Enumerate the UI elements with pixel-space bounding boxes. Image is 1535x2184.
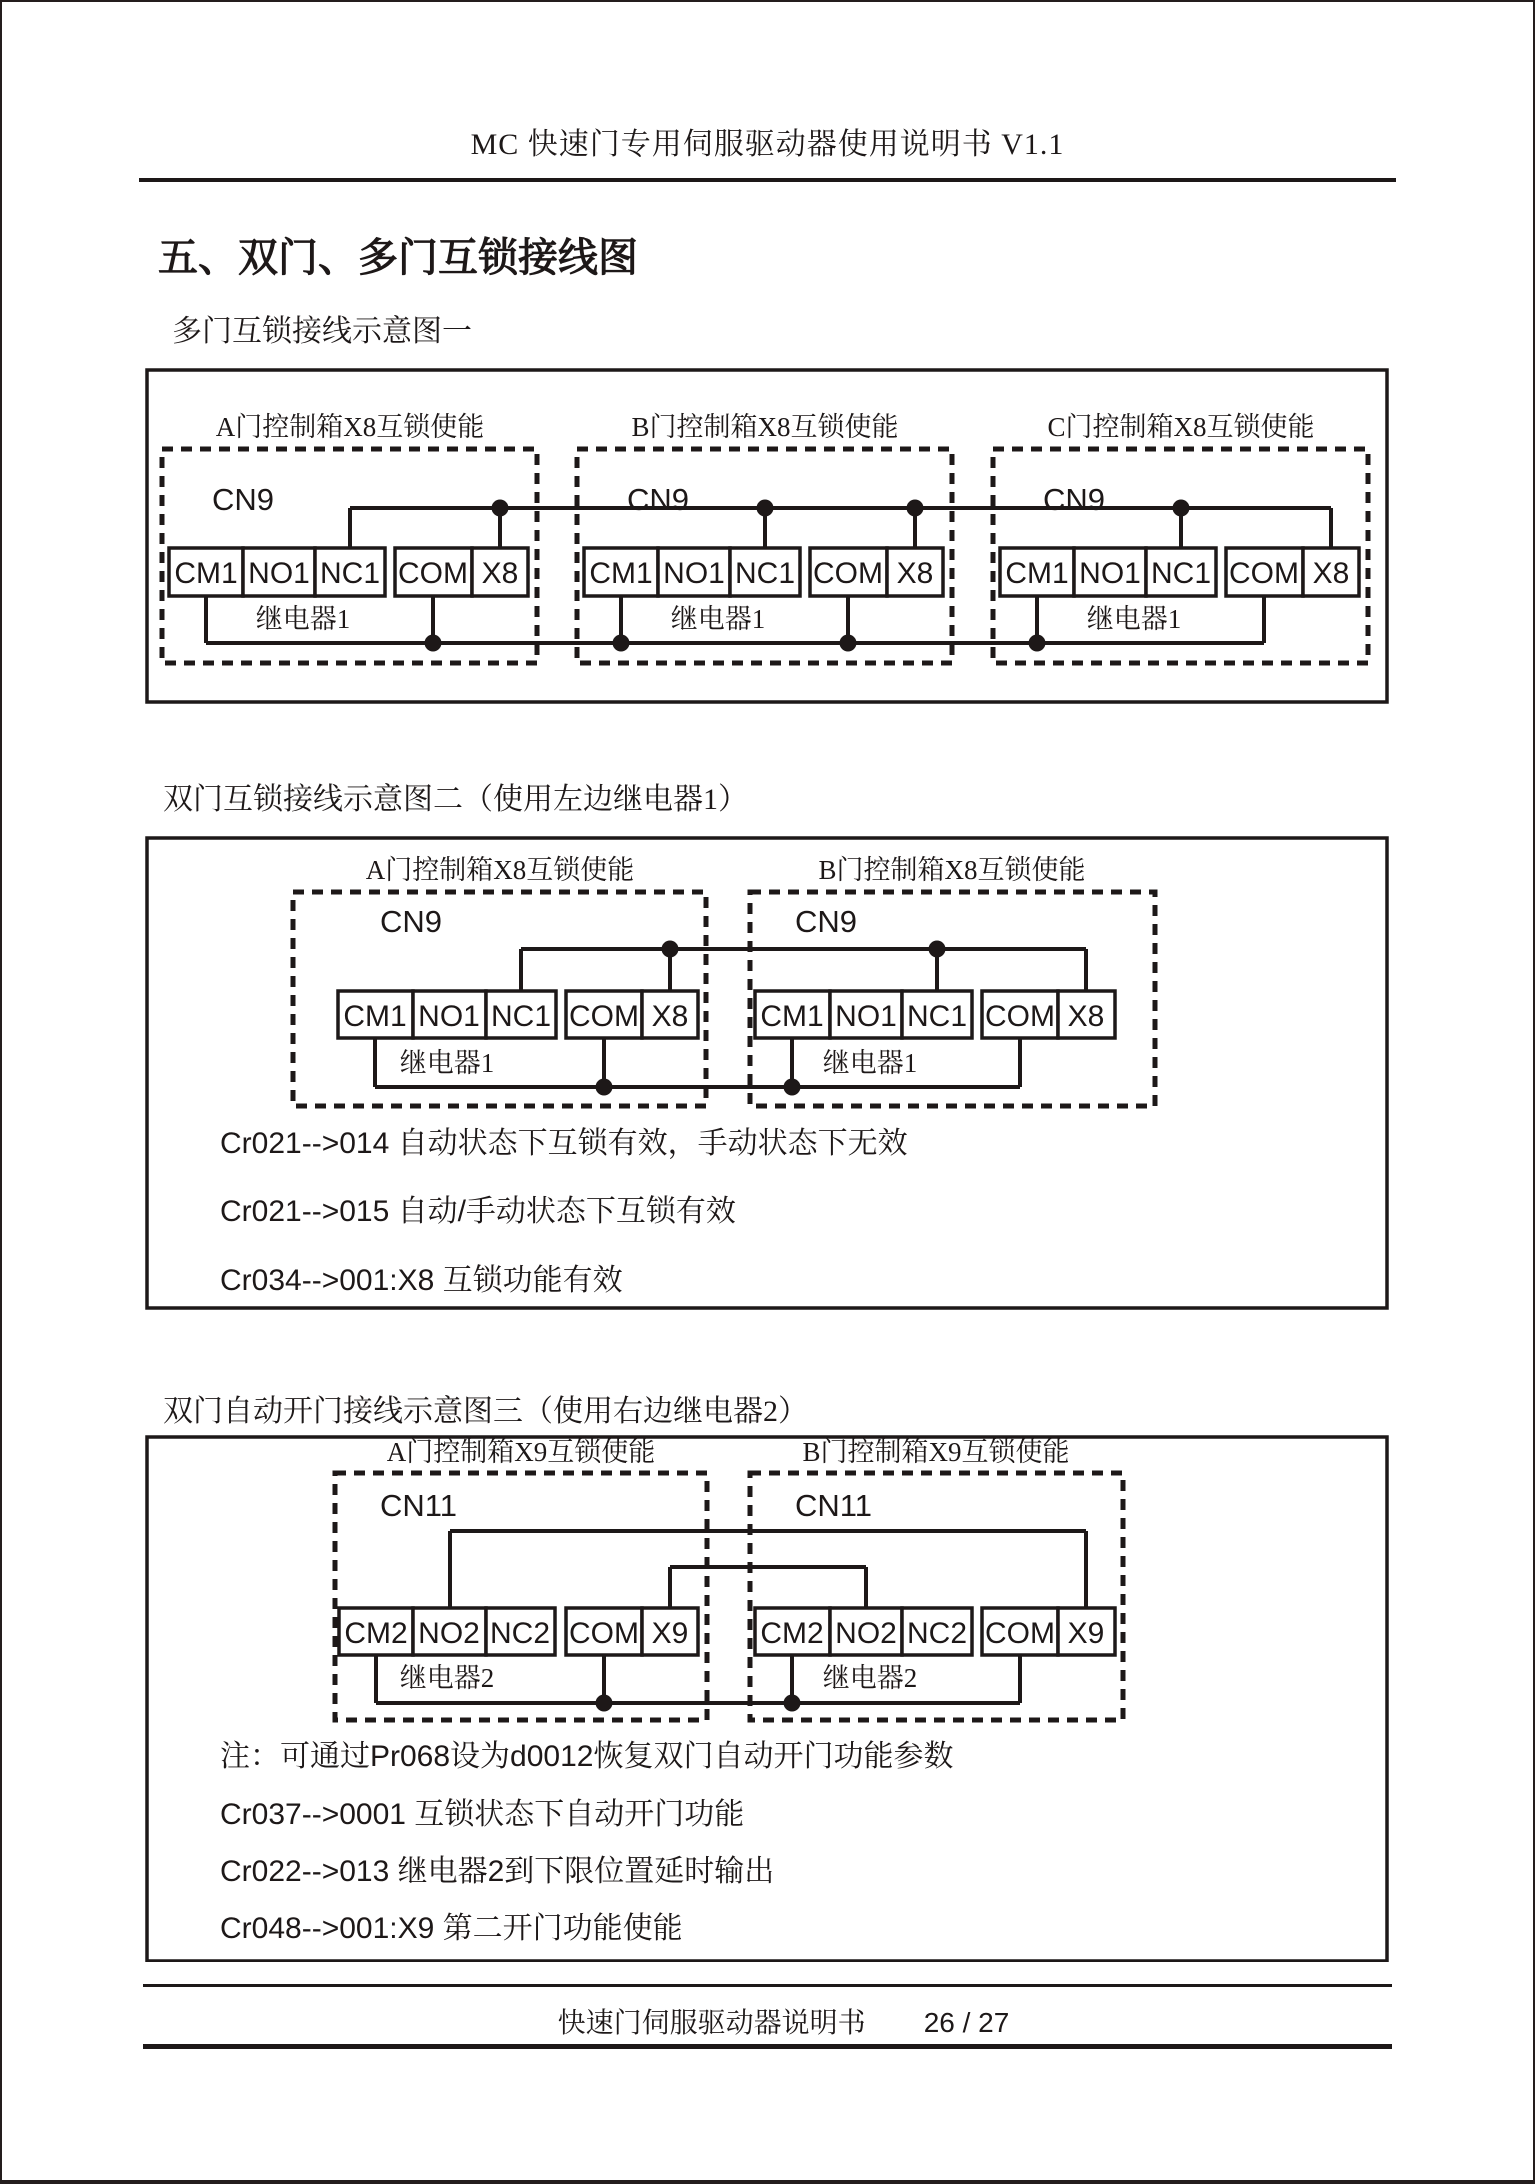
terminal-label: COM [569,1617,639,1650]
diagram3-unit-b [750,1437,1123,1720]
junction-dot [662,941,679,958]
terminal-label: NO1 [248,557,310,590]
terminal-label: NO1 [418,1000,480,1033]
relay-label: 继电器1 [822,1048,918,1078]
relay-label: 继电器2 [822,1663,918,1693]
terminal-label: NO1 [835,1000,897,1033]
junction-dot [596,1079,613,1096]
junction-dot [492,500,509,517]
header-title: MC 快速门专用伺服驱动器使用说明书 V1.1 [470,128,1065,161]
terminal-label: COM [569,1000,639,1033]
unit-label: B门控制箱X8互锁使能 [818,855,1086,885]
terminal-label: CM2 [344,1617,408,1650]
terminal-label: X8 [481,557,519,590]
terminal-label: X9 [1067,1617,1105,1650]
terminal-label: NO1 [1079,557,1141,590]
diagram1-unit-a [162,412,537,663]
junction-dot [1173,500,1190,517]
terminal-label: NC2 [906,1617,968,1650]
diagram2-canvas [145,836,1389,1310]
diagram2-title: 双门互锁接线示意图二（使用左边继电器1） [163,783,748,816]
relay-label: 继电器1 [1086,604,1182,634]
relay-label: 继电器1 [670,604,766,634]
junction-dot [840,635,857,652]
terminal-label: CM1 [343,1000,407,1033]
section-title: 五、双门、多门互锁接线图 [158,235,638,280]
junction-dot [784,1695,801,1712]
connector-label: CN11 [795,1488,872,1523]
junction-dot [907,500,924,517]
junction-dot [425,635,442,652]
unit-label: B门控制箱X8互锁使能 [631,412,899,442]
terminal-label: NO2 [835,1617,897,1650]
terminal-label: COM [398,557,468,590]
terminal-label: COM [813,557,883,590]
terminal-label: COM [985,1617,1055,1650]
header-divider [139,178,1396,182]
parameter-note: Cr034-->001:X8 互锁功能有效 [220,1264,623,1297]
terminal-label: X8 [896,557,934,590]
connector-label: CN9 [1043,482,1106,517]
footer-divider-top [143,1984,1392,1987]
unit-label: B门控制箱X9互锁使能 [802,1437,1070,1467]
relay-label: 继电器1 [255,604,351,634]
footer-doc-name: 快速门伺服驱动器说明书 [557,2007,866,2038]
terminal-label: NC2 [489,1617,551,1650]
terminal-label: COM [1229,557,1299,590]
footer-page-number: 26 / 27 [923,2007,1010,2038]
junction-dot [757,500,774,517]
terminal-label: NC1 [490,1000,552,1033]
parameter-note: Cr021-->015 自动/手动状态下互锁有效 [220,1195,736,1228]
footer [0,2006,1535,2040]
diagram1-title: 多门互锁接线示意图一 [172,315,472,348]
diagram3-unit-a [335,1437,707,1720]
terminal-label: NC1 [319,557,381,590]
terminal-label: NO1 [663,557,725,590]
terminal-label: CM1 [1005,557,1069,590]
parameter-note: Cr021-->014 自动状态下互锁有效，手动状态下无效 [220,1127,908,1160]
diagram2-border [147,838,1387,1308]
connector-label: CN9 [795,904,858,939]
unit-label: C门控制箱X8互锁使能 [1047,412,1315,442]
unit-label: A门控制箱X8互锁使能 [365,855,635,885]
connector-label: CN9 [380,904,443,939]
parameter-note: 注：可通过Pr068设为d0012恢复双门自动开门功能参数 [220,1740,954,1773]
terminal-label: NO2 [418,1617,480,1650]
junction-dot [1029,635,1046,652]
footer-divider-bottom [143,2044,1392,2049]
terminal-label: NC1 [734,557,796,590]
terminal-label: NC1 [1150,557,1212,590]
diagram2-unit-a [293,855,706,1106]
terminal-label: X8 [1312,557,1350,590]
diagram1-unit-b [577,412,952,663]
terminal-label: CM1 [174,557,238,590]
junction-dot [613,635,630,652]
terminal-label: X9 [651,1617,689,1650]
terminal-label: X8 [1067,1000,1105,1033]
parameter-note: Cr022-->013 继电器2到下限位置延时输出 [220,1855,775,1888]
unit-label: A门控制箱X9互锁使能 [386,1437,656,1467]
relay-label: 继电器1 [399,1048,495,1078]
junction-dot [596,1695,613,1712]
junction-dot [784,1079,801,1096]
diagram1-canvas [145,368,1389,705]
diagram3-title: 双门自动开门接线示意图三（使用右边继电器2） [163,1395,808,1428]
unit-label: A门控制箱X8互锁使能 [215,412,485,442]
connector-label: CN11 [380,1488,457,1523]
parameter-note: Cr048-->001:X9 第二开门功能使能 [220,1912,683,1945]
terminal-label: X8 [651,1000,689,1033]
parameter-note: Cr037-->0001 互锁状态下自动开门功能 [220,1798,745,1831]
relay-label: 继电器2 [399,1663,495,1693]
terminal-label: NC1 [906,1000,968,1033]
diagram3-canvas [145,1435,1389,1962]
connector-label: CN9 [627,482,690,517]
terminal-label: COM [985,1000,1055,1033]
terminal-label: CM2 [760,1617,824,1650]
connector-label: CN9 [212,482,275,517]
diagram2-unit-b [750,855,1155,1106]
terminal-label: CM1 [589,557,653,590]
terminal-label: CM1 [760,1000,824,1033]
diagram1-unit-c [993,412,1368,663]
junction-dot [929,941,946,958]
